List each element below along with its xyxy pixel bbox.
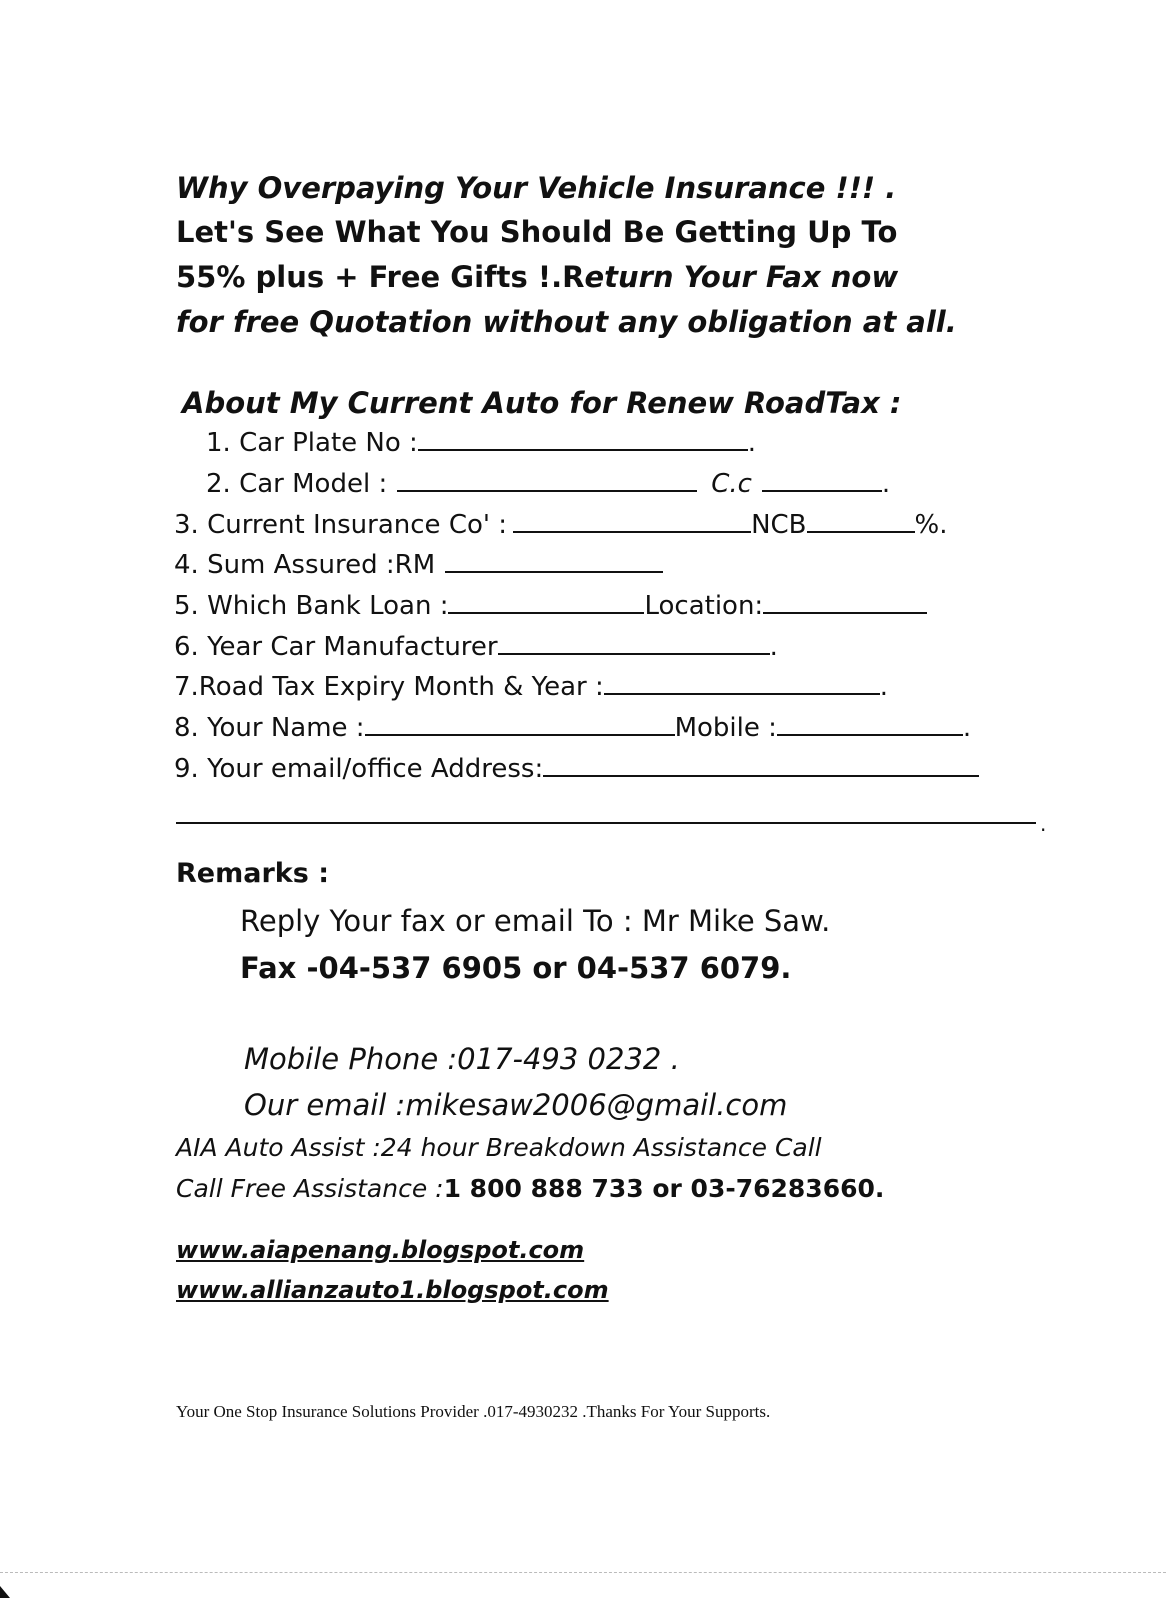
email-address-blank[interactable] xyxy=(543,755,979,777)
field-car-plate xyxy=(206,428,756,458)
road-tax-expiry-blank[interactable] xyxy=(604,673,880,695)
form-heading: About My Current Auto for Renew RoadTax : xyxy=(182,386,902,420)
year-manufacturer-label: 6. Year Car Manufacturer xyxy=(174,632,498,662)
road-tax-expiry-end: . xyxy=(879,672,888,702)
ncb-blank[interactable] xyxy=(807,511,915,533)
intro-line-4: for free Quotation without any obligation at all. xyxy=(176,305,957,339)
car-plate-end: . xyxy=(747,428,757,458)
car-model-blank[interactable] xyxy=(397,470,697,492)
fax-numbers: Fax -04-537 6905 or 04-537 6079. xyxy=(240,951,792,985)
car-plate-label: 1. Car Plate No : xyxy=(206,428,418,458)
field-email-address xyxy=(174,754,979,784)
email-address-second-line[interactable] xyxy=(176,822,1036,824)
bank-loan-label: 5. Which Bank Loan : xyxy=(174,591,449,621)
bank-loan-blank[interactable] xyxy=(448,592,644,614)
ncb-percent: %. xyxy=(914,510,948,540)
free-assistance-label: Call Free Assistance : xyxy=(176,1174,444,1203)
mobile-blank[interactable] xyxy=(777,714,963,736)
car-model-end: . xyxy=(881,469,891,499)
location-blank[interactable] xyxy=(763,592,927,614)
scan-corner-mark xyxy=(0,1586,10,1598)
cc-blank[interactable] xyxy=(762,470,882,492)
sum-assured-blank[interactable] xyxy=(445,551,663,573)
intro-line-1: Why Overpaying Your Vehicle Insurance !!! . xyxy=(176,171,897,205)
intro-line-2: Let's See What You Should Be Getting Up To xyxy=(176,215,898,249)
current-insurance-label: 3. Current Insurance Co' : xyxy=(174,510,508,540)
reply-contact: Reply Your fax or email To : Mr Mike Saw. xyxy=(240,904,831,938)
your-name-label: 8. Your Name : xyxy=(174,713,365,743)
intro-line-3-end: eturn Your Fax now xyxy=(584,260,899,294)
car-plate-blank[interactable] xyxy=(418,429,748,451)
year-manufacturer-blank[interactable] xyxy=(498,633,770,655)
field-car-model xyxy=(206,469,890,499)
field-bank-loan xyxy=(174,591,927,621)
field-year-manufacturer xyxy=(174,632,778,662)
year-manufacturer-end: . xyxy=(769,632,778,662)
current-insurance-blank[interactable] xyxy=(513,511,751,533)
remarks-title: Remarks : xyxy=(176,858,329,889)
location-label: Location: xyxy=(644,591,764,621)
scan-edge-line xyxy=(0,1572,1166,1573)
car-model-label: 2. Car Model : xyxy=(206,469,388,499)
cc-label: C.c xyxy=(711,469,752,499)
intro-line-3 xyxy=(176,255,898,299)
link-allianzauto[interactable]: www.allianzauto1.blogspot.com xyxy=(176,1276,609,1304)
road-tax-expiry-label: 7.Road Tax Expiry Month & Year : xyxy=(174,672,604,702)
free-assistance-numbers: 1 800 888 733 or 03-76283660. xyxy=(443,1174,885,1203)
field-current-insurance xyxy=(174,510,948,540)
field-your-name xyxy=(174,713,971,743)
contact-email: Our email :mikesaw2006@gmail.com xyxy=(244,1088,788,1122)
auto-assist-line: AIA Auto Assist :24 hour Breakdown Assistance Call xyxy=(176,1133,822,1162)
free-assistance-line xyxy=(176,1174,884,1203)
intro-line-3-start: 55% plus + Free Gifts !.R xyxy=(176,260,585,294)
ncb-label: NCB xyxy=(751,510,807,540)
footer-tagline: Your One Stop Insurance Solutions Provider .017-4930232 .Thanks For Your Supports. xyxy=(176,1402,771,1421)
mobile-label: Mobile : xyxy=(674,713,777,743)
your-name-end: . xyxy=(962,713,972,743)
field-sum-assured xyxy=(174,550,663,580)
mobile-phone: Mobile Phone :017-493 0232 . xyxy=(244,1042,680,1076)
field-road-tax-expiry xyxy=(174,672,888,702)
your-name-blank[interactable] xyxy=(365,714,675,736)
link-aiapenang[interactable]: www.aiapenang.blogspot.com xyxy=(176,1236,585,1264)
email-address-end: . xyxy=(1040,812,1047,836)
email-address-label: 9. Your email/office Address: xyxy=(174,754,544,784)
sum-assured-label: 4. Sum Assured :RM xyxy=(174,550,436,580)
